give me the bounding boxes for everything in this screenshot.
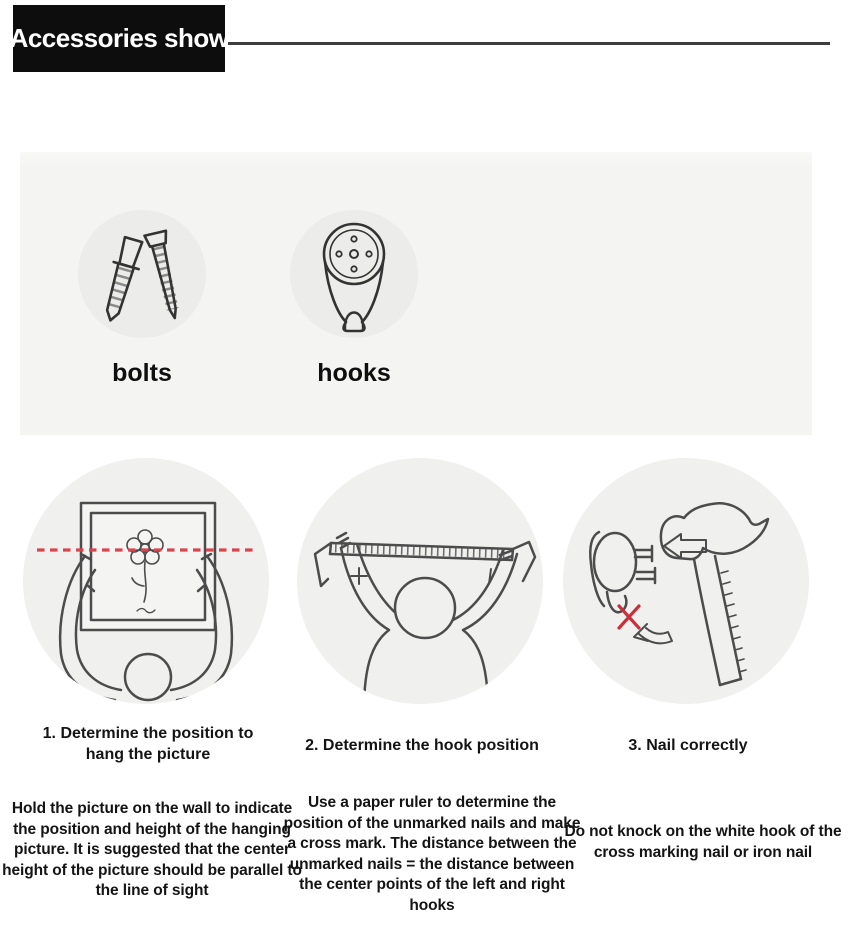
wall-anchor-and-screw-icon [78,210,206,338]
step2-circle [297,458,543,704]
step1-circle [23,458,269,704]
hooks-illustration [290,210,418,338]
picture-hook-icon [290,210,418,338]
bolts-illustration [78,210,206,338]
step3-circle [563,458,809,704]
step2-description: Use a paper ruler to determine the position of the unmarked nails and make a cross mark. The distance between the unmarked nails = the distance between the center points of the left and right hooks [283,794,581,914]
section-title: Accessories show [9,23,229,53]
section-title-banner [9,5,229,72]
step1-description: Hold the picture on the wall to indicate the position and height of the hanging picture. It is suggested that the center height of the picture should be parallel to the line of sight [2,800,302,899]
step3-caption: 3. Nail correctly [628,737,748,754]
person-holding-picture-illustration [23,458,269,704]
bolts-label: bolts [112,359,172,387]
step2-caption: 2. Determine the hook position [305,737,539,754]
step1-caption: 1. Determine the position to hang the picture [42,725,254,763]
hooks-label: hooks [317,359,391,387]
hook-and-hammer-illustration [563,458,809,704]
person-measuring-with-paper-ruler-illustration [297,458,543,704]
step3-description: Do not knock on the white hook of the cross marking nail or iron nail [564,823,842,861]
accessories-panel [20,152,812,435]
title-rule-line [228,42,830,45]
